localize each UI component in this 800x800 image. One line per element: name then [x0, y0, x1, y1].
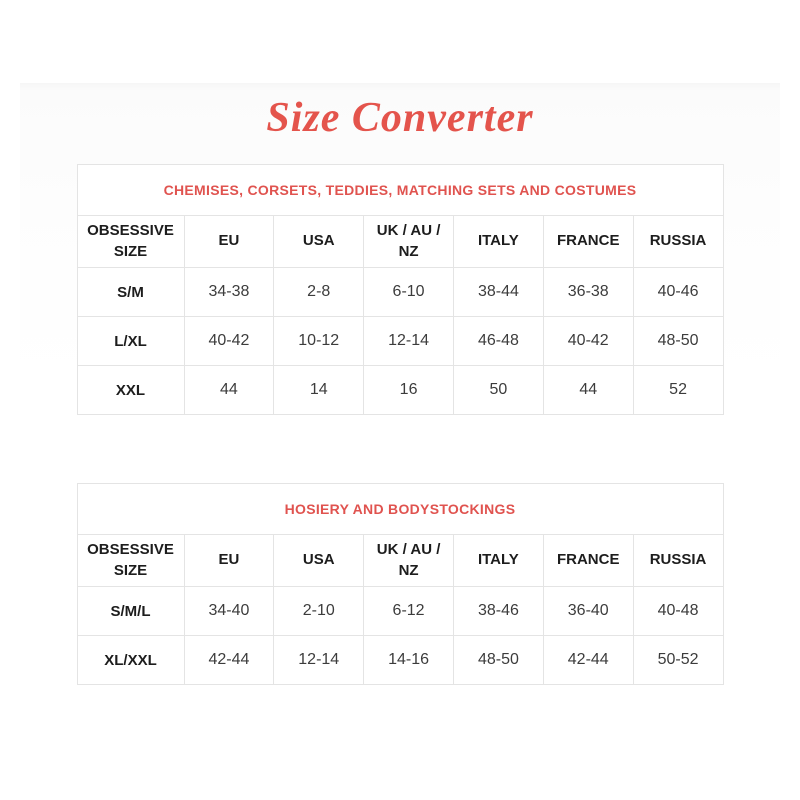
- size-cell: 40-46: [633, 268, 723, 317]
- size-cell: 40-42: [543, 317, 633, 366]
- page-title: Size Converter: [266, 95, 534, 141]
- size-cell: 12-14: [364, 317, 454, 366]
- caption-row: [77, 165, 723, 216]
- row-label: S/M: [77, 268, 184, 317]
- row-label: XL/XXL: [77, 636, 184, 685]
- size-cell: 48-50: [453, 636, 543, 685]
- size-cell: 42-44: [543, 636, 633, 685]
- table-row: [77, 587, 723, 636]
- size-cell: 2-8: [274, 268, 364, 317]
- size-cell: 50: [453, 366, 543, 415]
- header-row: [77, 216, 723, 268]
- content-area: [20, 83, 780, 800]
- table-row: [77, 268, 723, 317]
- row-label: XXL: [77, 366, 184, 415]
- header-row: [77, 535, 723, 587]
- caption-row: [77, 484, 723, 535]
- row-label: L/XL: [77, 317, 184, 366]
- column-header-obsessive-size: OBSESSIVE SIZE: [77, 216, 184, 268]
- column-header-uk-au-nz: UK / AU / NZ: [364, 216, 454, 268]
- size-cell: 34-40: [184, 587, 274, 636]
- column-header-france: FRANCE: [543, 216, 633, 268]
- size-cell: 6-12: [364, 587, 454, 636]
- column-header-france: FRANCE: [543, 535, 633, 587]
- size-cell: 14-16: [364, 636, 454, 685]
- size-cell: 46-48: [453, 317, 543, 366]
- size-cell: 36-40: [543, 587, 633, 636]
- size-cell: 50-52: [633, 636, 723, 685]
- size-cell: 10-12: [274, 317, 364, 366]
- size-cell: 34-38: [184, 268, 274, 317]
- size-cell: 6-10: [364, 268, 454, 317]
- size-cell: 48-50: [633, 317, 723, 366]
- size-cell: 44: [543, 366, 633, 415]
- size-table-hosiery: [77, 483, 724, 685]
- column-header-uk-au-nz: UK / AU / NZ: [364, 535, 454, 587]
- table-caption: HOSIERY AND BODYSTOCKINGS: [77, 484, 723, 535]
- size-cell: 40-48: [633, 587, 723, 636]
- size-cell: 2-10: [274, 587, 364, 636]
- size-cell: 42-44: [184, 636, 274, 685]
- size-cell: 14: [274, 366, 364, 415]
- table-row: [77, 317, 723, 366]
- size-cell: 38-46: [453, 587, 543, 636]
- size-cell: 38-44: [453, 268, 543, 317]
- column-header-usa: USA: [274, 535, 364, 587]
- column-header-eu: EU: [184, 535, 274, 587]
- size-cell: 12-14: [274, 636, 364, 685]
- size-table-chemises: [77, 164, 724, 415]
- column-header-obsessive-size: OBSESSIVE SIZE: [77, 535, 184, 587]
- column-header-russia: RUSSIA: [633, 216, 723, 268]
- column-header-eu: EU: [184, 216, 274, 268]
- table-row: [77, 366, 723, 415]
- table-caption: CHEMISES, CORSETS, TEDDIES, MATCHING SETS AND COSTUMES: [77, 165, 723, 216]
- size-cell: 36-38: [543, 268, 633, 317]
- column-header-italy: ITALY: [453, 535, 543, 587]
- column-header-usa: USA: [274, 216, 364, 268]
- size-cell: 44: [184, 366, 274, 415]
- size-cell: 16: [364, 366, 454, 415]
- row-label: S/M/L: [77, 587, 184, 636]
- size-cell: 40-42: [184, 317, 274, 366]
- column-header-italy: ITALY: [453, 216, 543, 268]
- size-cell: 52: [633, 366, 723, 415]
- column-header-russia: RUSSIA: [633, 535, 723, 587]
- table-row: [77, 636, 723, 685]
